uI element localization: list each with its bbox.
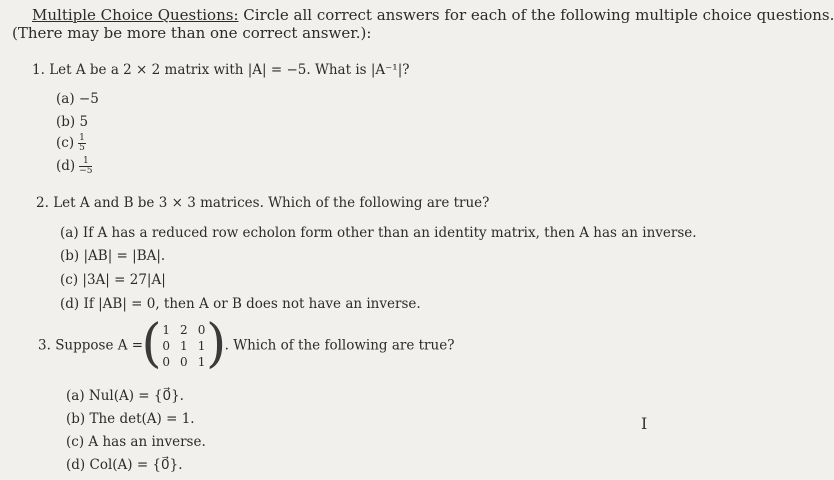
option-label: (a) [66,388,85,404]
option-text: −5 [78,91,99,107]
q2-option-a[interactable] [60,225,697,241]
question-suffix: . Which of the following are true? [224,337,455,354]
question-3 [38,314,455,374]
question-number: 1. [32,62,45,78]
question-number: 2. [36,195,49,211]
option-text: |AB| = |BA|. [83,248,166,264]
fraction-numerator: 1 [79,133,85,143]
option-text: Nul(A) = {0⃗}. [88,388,184,404]
instructions-line-2: (There may be more than one correct answer.): [12,24,372,42]
question-text: Let A and B be 3 × 3 matrices. Which of the following are true? [53,195,490,211]
matrix-cell: 0 [197,323,206,337]
option-text: |3A| = 27|A| [82,272,166,288]
option-text: The det(A) = 1. [89,411,195,427]
option-label: (d) [60,296,80,312]
question-number: 3. [38,337,51,354]
fraction [78,134,86,153]
fraction [79,157,92,176]
left-paren: ( [141,314,162,374]
question-text: Let A be a 2 × 2 matrix with |A| = −5. What is |A⁻¹|? [49,62,410,78]
option-label: (c) [56,135,75,151]
question-2 [36,195,489,211]
matrix-cell: 1 [180,339,188,353]
fraction-denominator: 5 [79,143,85,153]
option-label: (d) [56,158,76,174]
option-label: (a) [60,225,79,241]
option-text: A has an inverse. [88,434,206,450]
option-label: (b) [66,411,86,427]
question-1 [32,62,409,78]
instructions-line-1 [32,6,834,24]
q1-option-d[interactable] [56,157,92,176]
option-text: If A has a reduced row echolon form other than an identity matrix, then A has an inverse. [82,225,697,241]
option-label: (c) [60,272,79,288]
matrix-cell: 0 [162,355,171,369]
q2-option-c[interactable] [60,272,166,288]
right-paren: ) [206,314,227,374]
matrix-row [157,338,210,354]
matrix-cell: 0 [180,355,188,369]
text-cursor-icon: I [641,414,648,433]
q2-option-b[interactable] [60,248,165,264]
matrix-cell: 2 [180,323,188,337]
q3-option-c[interactable] [66,434,206,450]
matrix-cell: 1 [197,339,206,353]
q2-option-d[interactable] [60,296,421,312]
option-text: 5 [79,114,89,130]
matrix-row [157,354,210,370]
fraction-numerator: 1 [79,157,92,167]
q1-option-b[interactable] [56,114,88,130]
option-text: If |AB| = 0, then A or B does not have an inverse. [83,296,421,312]
fraction-denominator: −5 [79,166,93,176]
instructions-text: Circle all correct answers for each of the following multiple choice questions. [238,6,834,24]
matrix-A [141,314,227,374]
option-label: (c) [66,434,85,450]
instructions-title: Multiple Choice Questions: [32,6,239,24]
q1-option-a[interactable] [56,91,99,107]
question-prefix: Suppose A = [55,337,144,354]
q3-option-a[interactable] [66,388,184,404]
option-label: (b) [56,114,76,130]
matrix-row [157,322,210,338]
matrix-grid [157,322,210,370]
matrix-cell: 1 [162,323,171,337]
matrix-cell: 0 [162,339,171,353]
option-label: (d) [66,457,86,473]
option-label: (a) [56,91,75,107]
matrix-cell: 1 [197,355,206,369]
q1-option-c[interactable] [56,134,86,153]
q3-option-b[interactable] [66,411,195,427]
option-text: Col(A) = {0⃗}. [89,457,183,473]
option-label: (b) [60,248,80,264]
q3-option-d[interactable] [66,457,183,473]
